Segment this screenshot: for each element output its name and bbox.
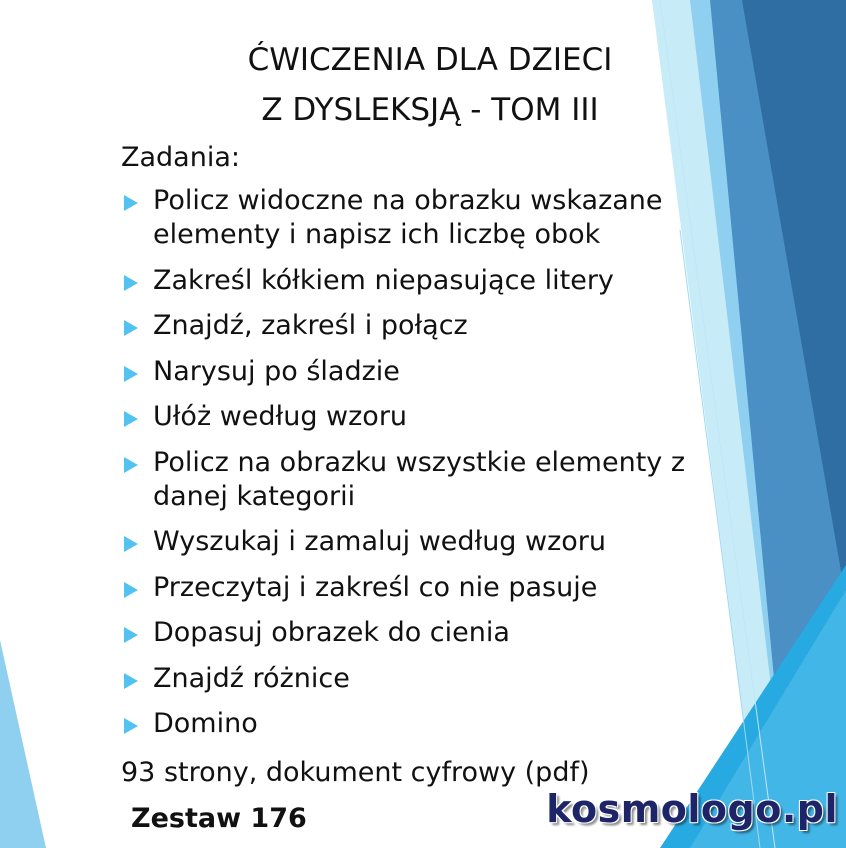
task-text: Zakreśl kółkiem niepasujące litery [153, 264, 614, 296]
brand-watermark: kosmologo.pl [546, 787, 838, 831]
list-item [121, 571, 721, 605]
triangle-bullet-icon [124, 195, 138, 211]
left-wedge-shape [0, 640, 46, 848]
triangle-bullet-icon [124, 627, 138, 643]
task-text: Domino [153, 708, 258, 739]
task-text-continued: elementy i napisz ich liczbę obok [153, 219, 601, 250]
task-text: Policz widoczne na obrazku wskazane [153, 185, 663, 216]
page-title-line-1: ĆWICZENIA DLA DZIECI [247, 42, 613, 78]
triangle-bullet-icon [124, 673, 138, 689]
task-list [121, 184, 721, 753]
task-text: Przeczytaj i zakreśl co nie pasuje [153, 571, 598, 603]
list-item [121, 446, 721, 514]
set-number-label: Zestaw 176 [131, 803, 307, 834]
list-item [121, 525, 721, 559]
list-item [121, 309, 721, 343]
triangle-bullet-icon [124, 366, 138, 382]
triangle-bullet-icon [124, 536, 138, 552]
task-text: Dopasuj obrazek do cienia [153, 617, 510, 648]
triangle-bullet-icon [124, 718, 138, 734]
page-count-note: 93 strony, dokument cyfrowy (pdf) [121, 757, 590, 788]
task-text: Policz na obrazku wszystkie elementy z [153, 446, 686, 478]
list-item [121, 400, 721, 434]
task-text-continued: danej kategorii [153, 480, 356, 512]
tasks-heading: Zadania: [121, 142, 240, 173]
triangle-bullet-icon [124, 275, 138, 291]
task-text: Ułóż według wzoru [153, 401, 408, 432]
list-item [121, 616, 721, 650]
list-item [121, 355, 721, 389]
page-title-line-2: Z DYSLEKSJĄ - TOM III [261, 92, 599, 128]
list-item [121, 264, 721, 298]
task-text: Znajdź różnice [153, 662, 350, 694]
triangle-bullet-icon [124, 582, 138, 598]
triangle-bullet-icon [124, 411, 138, 427]
triangle-bullet-icon [124, 320, 138, 336]
list-item [121, 707, 721, 741]
task-text: Wyszukaj i zamaluj według wzoru [153, 526, 607, 557]
triangle-bullet-icon [124, 457, 138, 473]
list-item [121, 662, 721, 696]
list-item [121, 184, 721, 252]
task-text: Narysuj po śladzie [153, 355, 400, 387]
task-text: Znajdź, zakreśl i połącz [153, 310, 468, 341]
